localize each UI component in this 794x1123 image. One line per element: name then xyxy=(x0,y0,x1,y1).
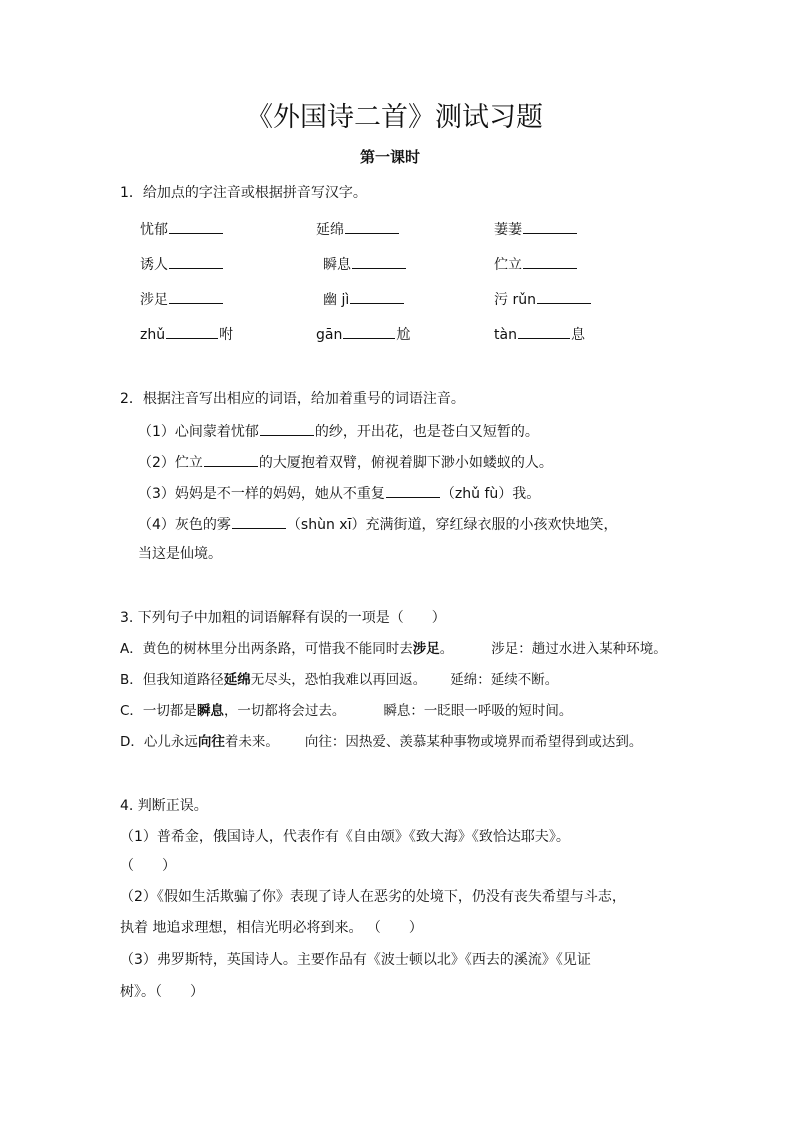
q2-sentence-2: （2）伫立 的大厦抱着双臂，俯视着脚下渺小如蝼蚁的人。 xyxy=(138,452,553,472)
q4-statement-2-cont: 执着 地追求理想，相信光明必将到来。 （ ） xyxy=(120,920,423,936)
q2-sentence-4-cont: 当这是仙境。 xyxy=(138,546,222,562)
q1-item: 污 rǔn xyxy=(494,289,592,309)
q3-prompt: 3. 下列句子中加粗的词语解释有误的一项是（ ） xyxy=(120,610,446,626)
q4-prompt: 4. 判断正误。 xyxy=(120,798,208,814)
answer-blank[interactable] xyxy=(523,254,577,269)
page-title: 《外国诗二首》测试习题 xyxy=(246,102,543,133)
q2-prompt: 2．根据注音写出相应的词语，给加着重号的词语注音。 xyxy=(120,391,465,407)
q1-item: tàn 息 xyxy=(494,324,585,344)
q1-item: gān 尬 xyxy=(316,324,410,344)
answer-blank[interactable] xyxy=(204,452,258,467)
q1-item: 延绵 xyxy=(316,219,400,239)
q3-option-a: A．黄色的树林里分出两条路，可惜我不能同时去涉足。 涉足：趟过水进入某种环境。 xyxy=(120,641,667,657)
q4-statement-2: （2）《假如生活欺骗了你》表现了诗人在恶劣的处境下，仍没有丧失希望与斗志， xyxy=(120,889,626,905)
answer-blank[interactable] xyxy=(166,324,218,339)
q2-sentence-1: （1）心间蒙着忧郁 的纱，开出花，也是苍白又短暂的。 xyxy=(138,421,539,441)
answer-blank[interactable] xyxy=(518,324,570,339)
answer-blank[interactable] xyxy=(523,219,577,234)
q1-item: 诱人 xyxy=(140,254,224,274)
q4-statement-1: （1）普希金，俄国诗人，代表作有《自由颂》《致大海》《致恰达耶夫》。 xyxy=(120,829,570,845)
q1-item: 幽 jì xyxy=(323,289,405,309)
answer-blank[interactable] xyxy=(350,289,404,304)
answer-blank[interactable] xyxy=(260,421,314,436)
q1-item: 涉足 xyxy=(140,289,224,309)
q1-item: 伫立 xyxy=(494,254,578,274)
q4-answer-paren[interactable]: （ ） xyxy=(120,858,176,874)
page-subtitle: 第一课时 xyxy=(360,148,421,166)
q2-sentence-3: （3）妈妈是不一样的妈妈，她从不重复 （zhǔ fù）我。 xyxy=(138,483,540,503)
q4-statement-3-cont: 树》。（ ） xyxy=(120,984,204,1000)
answer-blank[interactable] xyxy=(352,254,406,269)
answer-blank[interactable] xyxy=(169,289,223,304)
answer-blank[interactable] xyxy=(345,219,399,234)
q2-sentence-4: （4）灰色的雾 （shùn xī）充满街道，穿红绿衣服的小孩欢快地笑， xyxy=(138,514,617,534)
q1-item: 萋萋 xyxy=(494,219,578,239)
answer-blank[interactable] xyxy=(169,254,223,269)
q1-item: 忧郁 xyxy=(140,219,224,239)
answer-blank[interactable] xyxy=(537,289,591,304)
q3-option-b: B．但我知道路径延绵无尽头，恐怕我难以再回返。 延绵：延续不断。 xyxy=(120,672,559,688)
answer-blank[interactable] xyxy=(386,483,440,498)
q1-item: zhǔ 咐 xyxy=(140,324,233,344)
q1-item: 瞬息 xyxy=(323,254,407,274)
q3-option-d: D．心儿永远向往着未来。 向往：因热爱、羡慕某种事物或境界而希望得到或达到。 xyxy=(120,734,643,750)
q4-statement-3: （3）弗罗斯特，英国诗人。主要作品有《波士顿以北》《西去的溪流》《见证 xyxy=(120,952,591,968)
q1-prompt: 1．给加点的字注音或根据拼音写汉字。 xyxy=(120,185,367,201)
answer-blank[interactable] xyxy=(343,324,395,339)
answer-blank[interactable] xyxy=(169,219,223,234)
q3-option-c: C．一切都是瞬息，一切都将会过去。 瞬息：一眨眼一呼吸的短时间。 xyxy=(120,703,573,719)
answer-blank[interactable] xyxy=(232,514,286,529)
